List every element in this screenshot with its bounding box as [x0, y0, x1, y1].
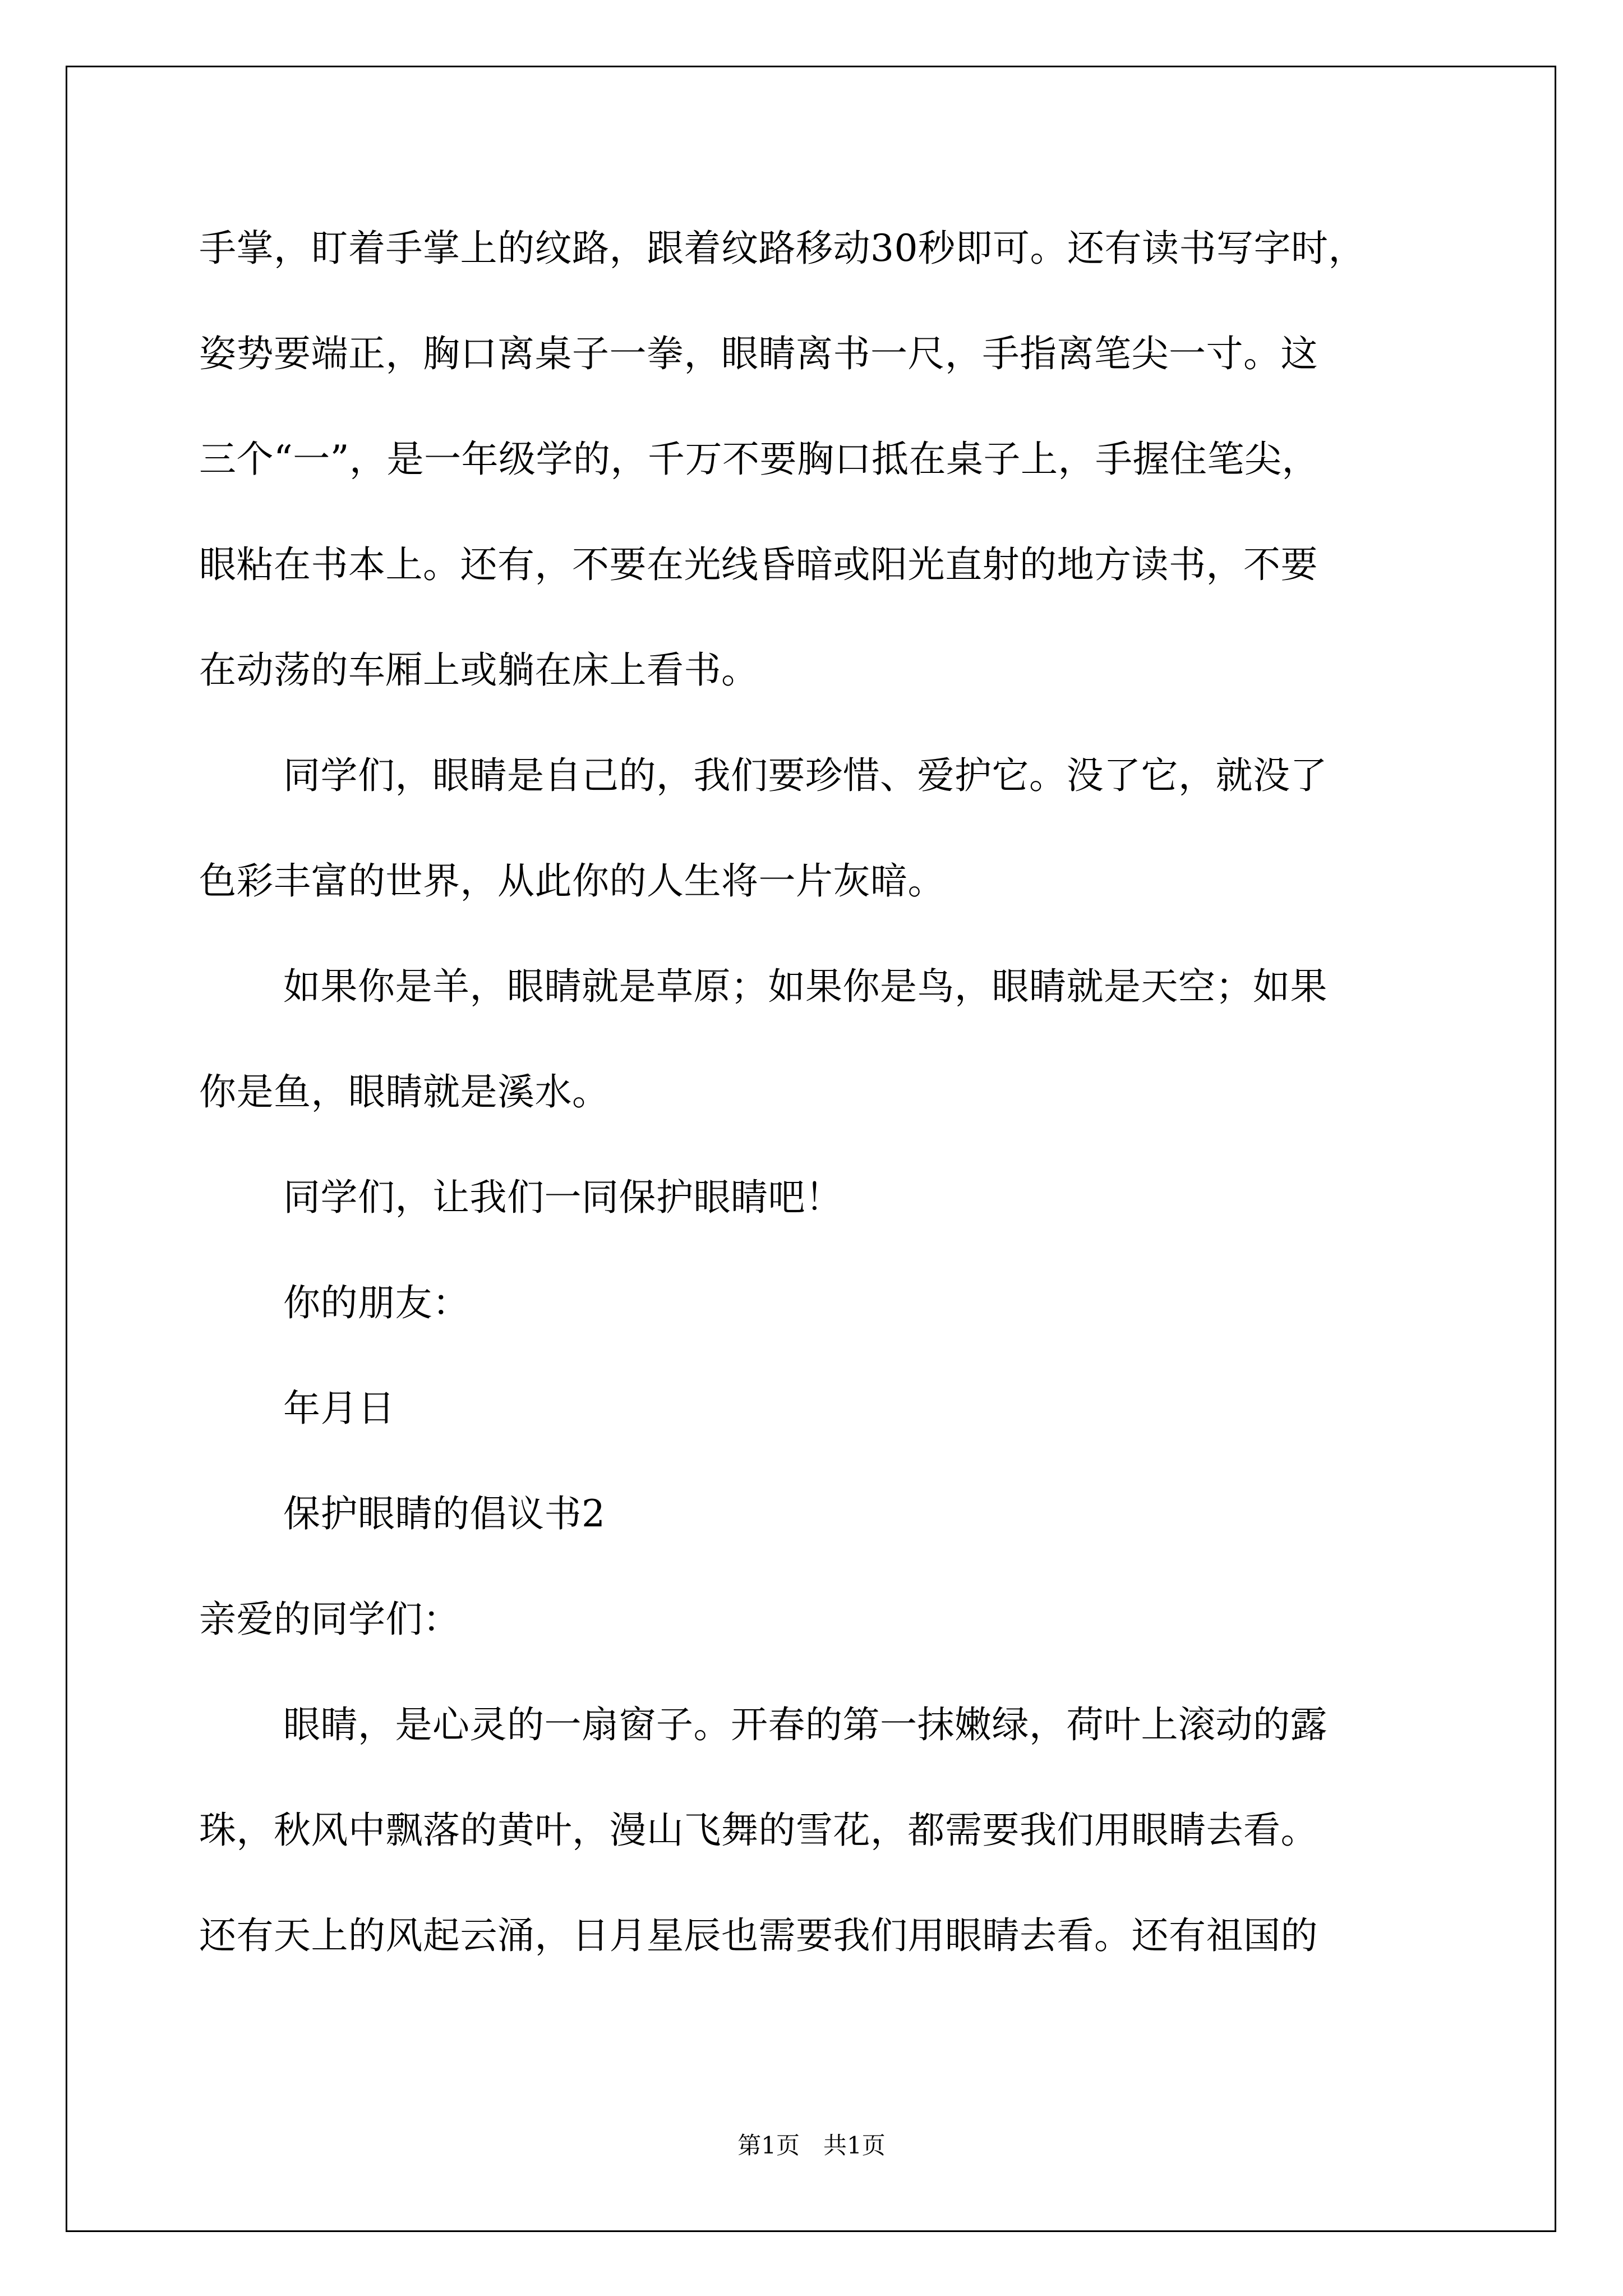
signature-label: 你的朋友：: [283, 1281, 470, 1324]
text-line: 在动荡的车厢上或躺在床上看书。: [199, 648, 759, 692]
paragraph-line: 同学们，眼睛是自己的，我们要珍惜、爱护它。没了它，就没了: [283, 754, 1327, 797]
text-line: 眼粘在书本上。还有，不要在光线昏暗或阳光直射的地方读书，不要: [199, 543, 1318, 586]
salutation: 亲爱的同学们：: [199, 1598, 460, 1641]
section-title: 保护眼睛的倡议书2: [283, 1492, 606, 1535]
text-line: 还有天上的风起云涌，日月星辰也需要我们用眼睛去看。还有祖国的: [199, 1914, 1318, 1957]
text-line: 你是鱼，眼睛就是溪水。: [199, 1070, 610, 1114]
page-border: [66, 66, 1556, 2232]
text-line: 手掌，盯着手掌上的纹路，跟着纹路移动30秒即可。还有读书写字时，: [199, 227, 1366, 270]
text-line: 珠，秋风中飘落的黄叶，漫山飞舞的雪花，都需要我们用眼睛去看。: [199, 1809, 1318, 1852]
page-footer: 第1页 共1页: [737, 2132, 886, 2159]
paragraph-line: 眼睛，是心灵的一扇窗子。开春的第一抹嫩绿，荷叶上滚动的露: [283, 1703, 1327, 1746]
paragraph-line: 同学们，让我们一同保护眼睛吧！: [283, 1176, 843, 1219]
text-line: 色彩丰富的世界，从此你的人生将一片灰暗。: [199, 859, 945, 903]
paragraph-line: 如果你是羊，眼睛就是草原；如果你是鸟，眼睛就是天空；如果: [283, 965, 1327, 1008]
text-line: 姿势要端正，胸口离桌子一拳，眼睛离书一尺，手指离笔尖一寸。这: [199, 332, 1318, 375]
text-line: 三个“一”，是一年级学的，千万不要胸口抵在桌子上，手握住笔尖，: [199, 438, 1319, 481]
date-line: 年月日: [283, 1387, 395, 1430]
